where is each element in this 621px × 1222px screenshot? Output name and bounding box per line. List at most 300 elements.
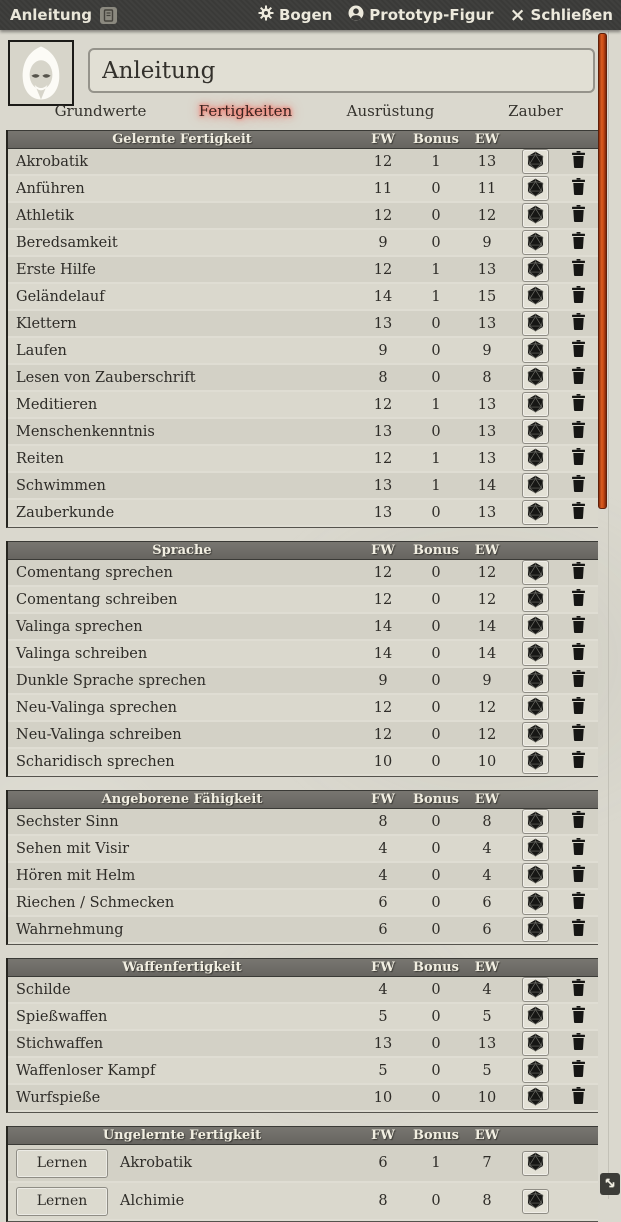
roll-dice-button[interactable]: [522, 500, 549, 525]
skill-row: [8, 614, 598, 641]
roll-cell: [512, 668, 558, 693]
delete-skill-button[interactable]: [571, 421, 586, 442]
delete-skill-button[interactable]: [571, 811, 586, 832]
tab-grundwerte[interactable]: Grundwerte: [54, 102, 147, 120]
skill-row: [8, 284, 598, 311]
skill-table: [6, 958, 598, 1113]
skill-name: Lesen von Zauberschrift: [16, 369, 196, 386]
trash-icon: [571, 1006, 586, 1027]
bonus-value: 0: [431, 699, 441, 716]
ew-value: 6: [482, 921, 492, 938]
skill-row: [8, 863, 598, 890]
skill-table: [6, 541, 598, 777]
ew-value: 13: [477, 450, 497, 467]
delete-skill-button[interactable]: [571, 865, 586, 886]
ew-value: 15: [477, 288, 497, 305]
roll-dice-button[interactable]: [522, 890, 549, 915]
skill-row: [8, 257, 598, 284]
delete-skill-button[interactable]: [571, 313, 586, 334]
skill-name: Schwimmen: [16, 477, 106, 494]
d20-dice-icon: [526, 448, 545, 470]
bonus-value: 0: [431, 180, 441, 197]
skill-row: [8, 1183, 598, 1221]
delete-skill-button[interactable]: [571, 919, 586, 940]
bonus-value: 1: [431, 477, 441, 494]
delete-skill-button[interactable]: [571, 589, 586, 610]
ew-value: 8: [482, 369, 492, 386]
tab-fertigkeiten[interactable]: Fertigkeiten: [198, 102, 293, 120]
roll-dice-button[interactable]: [522, 338, 549, 363]
d20-dice-icon: [526, 1152, 545, 1174]
roll-dice-button[interactable]: [522, 176, 549, 201]
delete-skill-button[interactable]: [571, 1087, 586, 1108]
bonus-value: 0: [431, 423, 441, 440]
bonus-value: 0: [431, 369, 441, 386]
roll-dice-button[interactable]: [522, 392, 549, 417]
delete-cell: [558, 475, 598, 496]
trash-icon: [571, 340, 586, 361]
trash-icon: [571, 151, 586, 172]
roll-cell: [512, 614, 558, 639]
d20-dice-icon: [526, 286, 545, 308]
roll-dice-button[interactable]: [522, 809, 549, 834]
d20-dice-icon: [526, 616, 545, 638]
bonus-value: 0: [431, 1008, 441, 1025]
roll-dice-button[interactable]: [522, 230, 549, 255]
fw-value: 13: [373, 477, 393, 494]
ew-value: 8: [482, 1193, 492, 1209]
d20-dice-icon: [526, 1033, 545, 1055]
skill-name: Sehen mit Visir: [16, 840, 130, 857]
d20-dice-icon: [526, 811, 545, 833]
delete-skill-button[interactable]: [571, 751, 586, 772]
d20-dice-icon: [526, 979, 545, 1001]
roll-cell: [512, 473, 558, 498]
table-header: [8, 1126, 598, 1145]
d20-dice-icon: [526, 697, 545, 719]
sheet-button[interactable]: [258, 5, 332, 25]
resize-handle-icon: [603, 1175, 617, 1194]
delete-cell: [558, 421, 598, 442]
skill-row: [8, 365, 598, 392]
delete-cell: [558, 811, 598, 832]
roll-dice-button[interactable]: [522, 1085, 549, 1110]
roll-dice-button[interactable]: [522, 836, 549, 861]
table-header: [8, 790, 598, 809]
close-button[interactable]: [509, 3, 613, 26]
fw-value: 12: [373, 591, 393, 608]
trash-icon: [571, 502, 586, 523]
bonus-value: 0: [431, 840, 441, 857]
d20-dice-icon: [526, 892, 545, 914]
delete-skill-button[interactable]: [571, 448, 586, 469]
trash-icon: [571, 367, 586, 388]
roll-dice-button[interactable]: [522, 284, 549, 309]
d20-dice-icon: [526, 838, 545, 860]
roll-cell: [512, 695, 558, 720]
trash-icon: [571, 1033, 586, 1054]
bonus-value: 0: [431, 894, 441, 911]
trash-icon: [571, 475, 586, 496]
skill-name: Neu-Valinga schreiben: [16, 726, 182, 743]
bonus-value: 0: [431, 504, 441, 521]
skill-name: Zauberkunde: [16, 504, 115, 521]
delete-cell: [558, 151, 598, 172]
d20-dice-icon: [526, 1006, 545, 1028]
roll-cell: [512, 722, 558, 747]
skill-row: [8, 560, 598, 587]
roll-cell: [512, 863, 558, 888]
delete-skill-button[interactable]: [571, 232, 586, 253]
ew-value: 4: [482, 867, 492, 884]
d20-dice-icon: [526, 562, 545, 584]
roll-dice-button[interactable]: [522, 473, 549, 498]
skill-name: Stichwaffen: [16, 1035, 104, 1052]
roll-cell: [512, 1058, 558, 1083]
bonus-value: 0: [431, 981, 441, 998]
ew-value: 12: [477, 726, 497, 743]
ew-value: 12: [477, 207, 497, 224]
tab-ausruestung[interactable]: Ausrüstung: [346, 102, 435, 120]
fw-value: 11: [373, 180, 393, 197]
roll-cell: [512, 1189, 558, 1214]
trash-icon: [571, 919, 586, 940]
roll-cell: [512, 500, 558, 525]
roll-cell: [512, 284, 558, 309]
delete-cell: [558, 313, 598, 334]
d20-dice-icon: [526, 1060, 545, 1082]
delete-cell: [558, 865, 598, 886]
fw-value: 14: [373, 288, 393, 305]
delete-skill-button[interactable]: [571, 724, 586, 745]
ew-value: 11: [477, 180, 497, 197]
bonus-value: 0: [431, 591, 441, 608]
delete-cell: [558, 643, 598, 664]
roll-cell: [512, 587, 558, 612]
d20-dice-icon: [526, 151, 545, 173]
window-title: Anleitung: [10, 6, 93, 24]
trash-icon: [571, 643, 586, 664]
document-badge-icon: [100, 7, 117, 24]
delete-skill-button[interactable]: [571, 259, 586, 280]
ew-value: 9: [482, 342, 492, 359]
d20-dice-icon: [526, 1087, 545, 1109]
resize-handle[interactable]: [600, 1173, 620, 1195]
d20-dice-icon: [526, 751, 545, 773]
trash-icon: [571, 724, 586, 745]
d20-dice-icon: [526, 475, 545, 497]
delete-skill-button[interactable]: [571, 1033, 586, 1054]
skill-row: [8, 500, 598, 527]
delete-skill-button[interactable]: [571, 979, 586, 1000]
trash-icon: [571, 178, 586, 199]
bonus-value: 0: [431, 753, 441, 770]
delete-skill-button[interactable]: [571, 340, 586, 361]
skill-name: Riechen / Schmecken: [16, 894, 175, 911]
ew-value: 13: [477, 153, 497, 170]
bonus-value: 0: [431, 1062, 441, 1079]
trash-icon: [571, 979, 586, 1000]
fw-value: 12: [373, 564, 393, 581]
delete-cell: [558, 205, 598, 226]
bonus-value: 0: [431, 618, 441, 635]
col-bonus: Bonus: [413, 543, 459, 558]
roll-dice-button[interactable]: [522, 1189, 549, 1214]
d20-dice-icon: [526, 670, 545, 692]
roll-cell: [512, 338, 558, 363]
skill-row: [8, 641, 598, 668]
ew-value: 4: [482, 840, 492, 857]
delete-skill-button[interactable]: [571, 670, 586, 691]
ew-value: 13: [477, 261, 497, 278]
trash-icon: [571, 865, 586, 886]
roll-cell: [512, 1151, 558, 1176]
character-button[interactable]: [348, 5, 493, 25]
trash-icon: [571, 313, 586, 334]
delete-skill-button[interactable]: [571, 151, 586, 172]
roll-dice-button[interactable]: [522, 749, 549, 774]
roll-dice-button[interactable]: [522, 1058, 549, 1083]
col-fw: FW: [371, 1128, 395, 1143]
skill-name: Neu-Valinga sprechen: [16, 699, 178, 716]
delete-skill-button[interactable]: [571, 367, 586, 388]
ew-value: 10: [477, 1089, 497, 1106]
skill-row: [8, 1145, 598, 1183]
skill-name: Wurfspieße: [16, 1089, 101, 1106]
trash-icon: [571, 562, 586, 583]
d20-dice-icon: [526, 205, 545, 227]
ew-value: 12: [477, 699, 497, 716]
ew-value: 14: [477, 645, 497, 662]
roll-dice-button[interactable]: [522, 917, 549, 942]
roll-dice-button[interactable]: [522, 446, 549, 471]
trash-icon: [571, 1087, 586, 1108]
table-header: [8, 541, 598, 560]
delete-cell: [558, 919, 598, 940]
roll-dice-button[interactable]: [522, 722, 549, 747]
roll-dice-button[interactable]: [522, 1151, 549, 1176]
skill-row: [8, 1004, 598, 1031]
roll-dice-button[interactable]: [522, 365, 549, 390]
roll-cell: [512, 311, 558, 336]
skill-row: [8, 419, 598, 446]
ew-value: 4: [482, 981, 492, 998]
delete-skill-button[interactable]: [571, 562, 586, 583]
skill-name: Geländelauf: [16, 288, 105, 305]
ew-value: 6: [482, 894, 492, 911]
character-name-input[interactable]: [88, 48, 595, 93]
skill-name: Spießwaffen: [16, 1008, 108, 1025]
skill-row: [8, 722, 598, 749]
roll-cell: [512, 749, 558, 774]
skill-row: [8, 473, 598, 500]
close-icon: ×: [509, 3, 526, 26]
skill-name: Sechster Sinn: [16, 813, 119, 830]
delete-cell: [558, 670, 598, 691]
roll-dice-button[interactable]: [522, 977, 549, 1002]
skill-name: Comentang sprechen: [16, 564, 173, 581]
roll-cell: [512, 203, 558, 228]
delete-cell: [558, 892, 598, 913]
delete-cell: [558, 259, 598, 280]
delete-skill-button[interactable]: [571, 892, 586, 913]
delete-cell: [558, 697, 598, 718]
ew-value: 14: [477, 477, 497, 494]
bonus-value: 0: [431, 1089, 441, 1106]
roll-dice-button[interactable]: [522, 311, 549, 336]
delete-skill-button[interactable]: [571, 1060, 586, 1081]
roll-dice-button[interactable]: [522, 257, 549, 282]
col-bonus: Bonus: [413, 960, 459, 975]
table-title: Gelernte Fertigkeit: [112, 132, 252, 147]
d20-dice-icon: [526, 865, 545, 887]
fw-value: 12: [373, 396, 393, 413]
fw-value: 13: [373, 504, 393, 521]
d20-dice-icon: [526, 232, 545, 254]
delete-skill-button[interactable]: [571, 697, 586, 718]
learn-cell: [8, 1187, 112, 1216]
skill-name: Meditieren: [16, 396, 98, 413]
ew-value: 9: [482, 672, 492, 689]
roll-dice-button[interactable]: [522, 695, 549, 720]
d20-dice-icon: [526, 394, 545, 416]
col-fw: FW: [371, 792, 395, 807]
fw-value: 10: [373, 753, 393, 770]
bonus-value: 0: [431, 867, 441, 884]
delete-skill-button[interactable]: [571, 205, 586, 226]
tab-zauber[interactable]: Zauber: [508, 102, 563, 120]
bonus-value: 1: [431, 1155, 441, 1171]
delete-skill-button[interactable]: [571, 178, 586, 199]
skill-table: [6, 790, 598, 945]
ew-value: 10: [477, 753, 497, 770]
table-title: Angeborene Fähigkeit: [101, 792, 263, 807]
trash-icon: [571, 751, 586, 772]
delete-skill-button[interactable]: [571, 643, 586, 664]
delete-skill-button[interactable]: [571, 394, 586, 415]
roll-cell: [512, 365, 558, 390]
skill-row: [8, 917, 598, 944]
skill-name: Akrobatik: [120, 1155, 193, 1171]
scrollbar-thumb[interactable]: [598, 33, 607, 509]
bonus-value: 1: [431, 261, 441, 278]
skill-row: [8, 311, 598, 338]
fw-value: 6: [378, 894, 388, 911]
bonus-value: 0: [431, 342, 441, 359]
roll-dice-button[interactable]: [522, 668, 549, 693]
roll-dice-button[interactable]: [522, 149, 549, 174]
roll-dice-button[interactable]: [522, 587, 549, 612]
skill-name: Comentang schreiben: [16, 591, 178, 608]
roll-cell: [512, 809, 558, 834]
delete-cell: [558, 724, 598, 745]
ew-value: 13: [477, 504, 497, 521]
delete-skill-button[interactable]: [571, 1006, 586, 1027]
skill-name: Reiten: [16, 450, 64, 467]
skill-row: [8, 587, 598, 614]
skill-row: [8, 1058, 598, 1085]
roll-dice-button[interactable]: [522, 863, 549, 888]
bonus-value: 0: [431, 813, 441, 830]
bonus-value: 0: [431, 921, 441, 938]
fw-value: 12: [373, 207, 393, 224]
skill-name: Alchimie: [120, 1193, 185, 1209]
learn-button[interactable]: Lernen: [16, 1187, 108, 1216]
bonus-value: 0: [431, 645, 441, 662]
ew-value: 8: [482, 813, 492, 830]
roll-cell: [512, 836, 558, 861]
fw-value: 13: [373, 423, 393, 440]
delete-cell: [558, 1006, 598, 1027]
roll-dice-button[interactable]: [522, 1031, 549, 1056]
ew-value: 5: [482, 1008, 492, 1025]
skill-name: Scharidisch sprechen: [16, 753, 175, 770]
trash-icon: [571, 616, 586, 637]
trash-icon: [571, 697, 586, 718]
skill-row: [8, 1031, 598, 1058]
col-ew: EW: [474, 132, 500, 147]
avatar[interactable]: [8, 40, 74, 106]
roll-dice-button[interactable]: [522, 614, 549, 639]
delete-cell: [558, 562, 598, 583]
roll-dice-button[interactable]: [522, 641, 549, 666]
trash-icon: [571, 670, 586, 691]
skill-row: [8, 668, 598, 695]
roll-dice-button[interactable]: [522, 419, 549, 444]
learn-cell: [8, 1149, 112, 1178]
skill-row: [8, 149, 598, 176]
delete-skill-button[interactable]: [571, 286, 586, 307]
col-fw: FW: [371, 960, 395, 975]
trash-icon: [571, 232, 586, 253]
bonus-value: 0: [431, 1193, 441, 1209]
delete-skill-button[interactable]: [571, 475, 586, 496]
delete-skill-button[interactable]: [571, 838, 586, 859]
fw-value: 9: [378, 342, 388, 359]
d20-dice-icon: [526, 421, 545, 443]
ew-value: 13: [477, 1035, 497, 1052]
skill-name: Athletik: [16, 207, 74, 224]
col-bonus: Bonus: [413, 132, 459, 147]
skill-row: [8, 230, 598, 257]
delete-skill-button[interactable]: [571, 502, 586, 523]
fw-value: 5: [378, 1062, 388, 1079]
skill-row: [8, 977, 598, 1004]
col-ew: EW: [474, 960, 500, 975]
col-bonus: Bonus: [413, 1128, 459, 1143]
roll-cell: [512, 149, 558, 174]
bonus-value: 1: [431, 396, 441, 413]
sheet-button-label: Bogen: [278, 6, 333, 24]
skill-name: Akrobatik: [16, 153, 89, 170]
roll-cell: [512, 1085, 558, 1110]
trash-icon: [571, 1060, 586, 1081]
roll-dice-button[interactable]: [522, 560, 549, 585]
learn-button[interactable]: Lernen: [16, 1149, 108, 1178]
tab-bar: [28, 102, 608, 120]
col-bonus: Bonus: [413, 792, 459, 807]
d20-dice-icon: [526, 259, 545, 281]
roll-dice-button[interactable]: [522, 203, 549, 228]
ew-value: 7: [482, 1155, 492, 1171]
roll-dice-button[interactable]: [522, 1004, 549, 1029]
trash-icon: [571, 205, 586, 226]
roll-cell: [512, 419, 558, 444]
fw-value: 13: [373, 315, 393, 332]
scrollbar-track: [608, 31, 609, 1199]
roll-cell: [512, 977, 558, 1002]
delete-skill-button[interactable]: [571, 616, 586, 637]
